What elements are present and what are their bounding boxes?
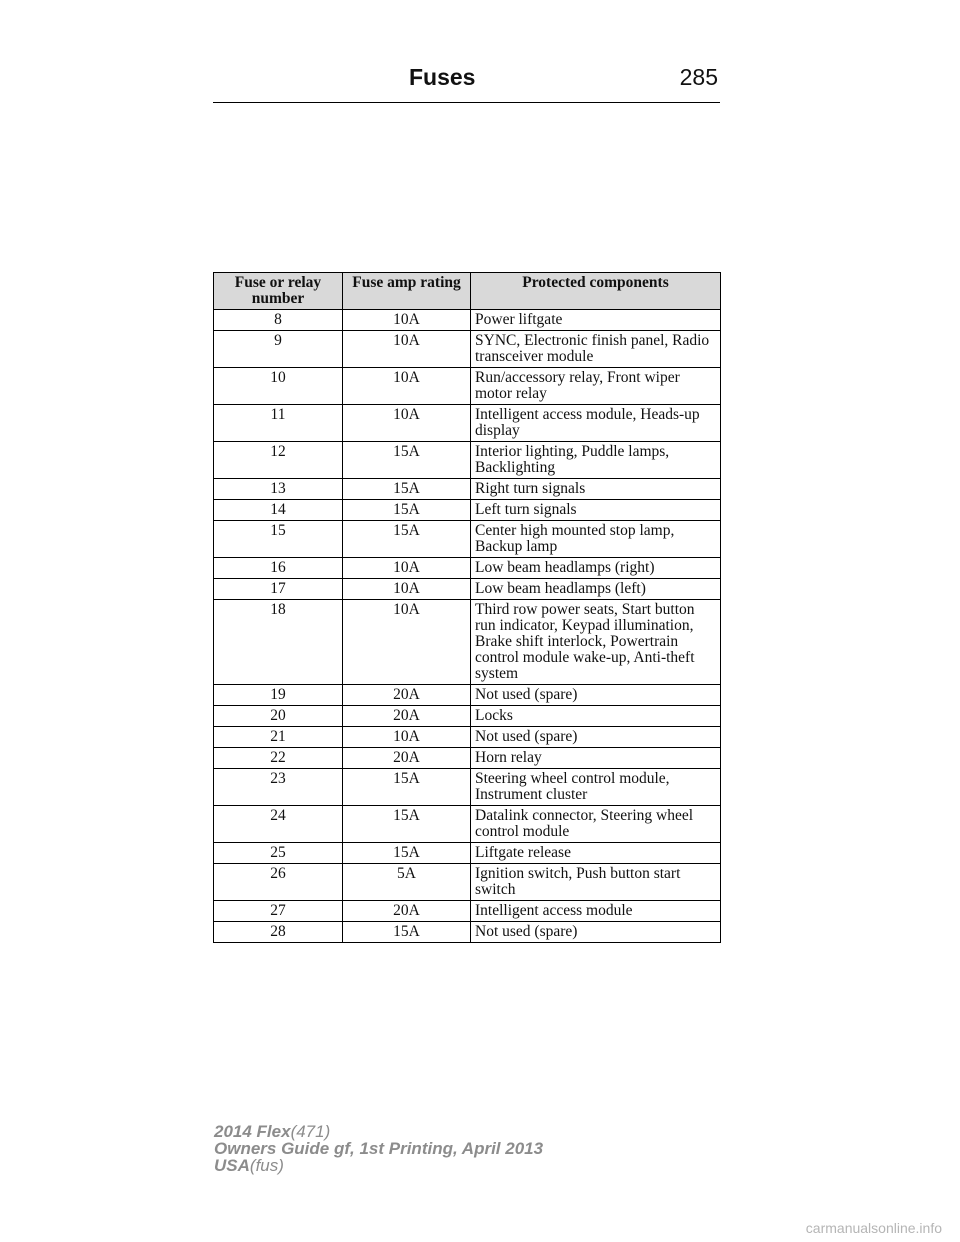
protected-components-cell: Center high mounted stop lamp, Backup lamp [471,521,721,558]
section-title: Fuses [409,64,476,90]
protected-components-cell: Run/accessory relay, Front wiper motor relay [471,368,721,405]
protected-components-cell: Locks [471,706,721,727]
fuse-number-cell: 20 [214,706,343,727]
amp-rating-cell: 15A [343,479,471,500]
fuse-number-cell: 10 [214,368,343,405]
table-row [214,806,721,843]
fuse-number-cell: 19 [214,685,343,706]
table-row [214,310,721,331]
protected-components-cell: Power liftgate [471,310,721,331]
amp-rating-cell: 10A [343,368,471,405]
table-row [214,521,721,558]
fuse-number-cell: 23 [214,769,343,806]
amp-rating-cell: 20A [343,685,471,706]
protected-components-cell: Third row power seats, Start button run indicator, Keypad illumination, Brake shift interlock, Powertrain control module wake-up, Anti-theft system [471,600,721,685]
table-row [214,558,721,579]
fuse-number-cell: 22 [214,748,343,769]
page-number: 285 [679,64,718,90]
amp-rating-cell: 10A [343,310,471,331]
fuse-number-cell: 27 [214,901,343,922]
fuse-number-cell: 28 [214,922,343,943]
amp-rating-cell: 15A [343,521,471,558]
column-header-amp-rating: Fuse amp rating [343,273,471,310]
amp-rating-cell: 5A [343,864,471,901]
protected-components-cell: Horn relay [471,748,721,769]
fuse-table [213,272,721,943]
table-row [214,864,721,901]
fuse-number-cell: 11 [214,405,343,442]
table-row [214,748,721,769]
amp-rating-cell: 20A [343,901,471,922]
amp-rating-cell: 15A [343,922,471,943]
table-row [214,479,721,500]
footer-code: (471) [290,1122,331,1141]
protected-components-cell: Intelligent access module, Heads-up display [471,405,721,442]
footer-line-1 [214,1123,543,1140]
table-row [214,727,721,748]
amp-rating-cell: 20A [343,748,471,769]
fuse-number-cell: 13 [214,479,343,500]
amp-rating-cell: 15A [343,769,471,806]
fuse-number-cell: 25 [214,843,343,864]
protected-components-cell: Ignition switch, Push button start switch [471,864,721,901]
amp-rating-cell: 20A [343,706,471,727]
table-row [214,579,721,600]
protected-components-cell: Liftgate release [471,843,721,864]
fuse-number-cell: 12 [214,442,343,479]
table-row [214,442,721,479]
footer-line-3 [214,1157,543,1174]
protected-components-cell: Low beam headlamps (left) [471,579,721,600]
protected-components-cell: Not used (spare) [471,727,721,748]
fuse-number-cell: 9 [214,331,343,368]
protected-components-cell: Not used (spare) [471,922,721,943]
protected-components-cell: Steering wheel control module, Instrument cluster [471,769,721,806]
fuse-number-cell: 18 [214,600,343,685]
table-row [214,368,721,405]
table-row [214,600,721,685]
table-row [214,769,721,806]
fuse-number-cell: 24 [214,806,343,843]
amp-rating-cell: 15A [343,843,471,864]
amp-rating-cell: 15A [343,442,471,479]
table-row [214,706,721,727]
table-header-row [214,273,721,310]
document-footer [214,1123,543,1174]
fuse-number-cell: 26 [214,864,343,901]
amp-rating-cell: 10A [343,600,471,685]
footer-market-code: (fus) [249,1156,284,1175]
table-row [214,500,721,521]
amp-rating-cell: 15A [343,806,471,843]
protected-components-cell: Datalink connector, Steering wheel control module [471,806,721,843]
page-header [213,60,720,103]
footer-model: 2014 Flex [214,1122,291,1141]
amp-rating-cell: 15A [343,500,471,521]
amp-rating-cell: 10A [343,405,471,442]
table-row [214,901,721,922]
protected-components-cell: Left turn signals [471,500,721,521]
amp-rating-cell: 10A [343,558,471,579]
protected-components-cell: SYNC, Electronic finish panel, Radio transceiver module [471,331,721,368]
column-header-fuse-number: Fuse or relay number [214,273,343,310]
fuse-number-cell: 8 [214,310,343,331]
column-header-protected-components: Protected components [471,273,721,310]
table-row [214,331,721,368]
footer-market: USA [214,1156,250,1175]
fuse-number-cell: 14 [214,500,343,521]
amp-rating-cell: 10A [343,331,471,368]
protected-components-cell: Right turn signals [471,479,721,500]
protected-components-cell: Intelligent access module [471,901,721,922]
table-row [214,685,721,706]
watermark: carmanualsonline.info [805,1220,942,1236]
protected-components-cell: Low beam headlamps (right) [471,558,721,579]
amp-rating-cell: 10A [343,727,471,748]
fuse-number-cell: 16 [214,558,343,579]
fuse-number-cell: 21 [214,727,343,748]
footer-line-2: Owners Guide gf, 1st Printing, April 2013 [214,1139,544,1158]
fuse-number-cell: 17 [214,579,343,600]
fuse-number-cell: 15 [214,521,343,558]
protected-components-cell: Interior lighting, Puddle lamps, Backlighting [471,442,721,479]
table-row [214,843,721,864]
amp-rating-cell: 10A [343,579,471,600]
table-body [214,310,721,943]
table-row [214,405,721,442]
protected-components-cell: Not used (spare) [471,685,721,706]
table-row [214,922,721,943]
